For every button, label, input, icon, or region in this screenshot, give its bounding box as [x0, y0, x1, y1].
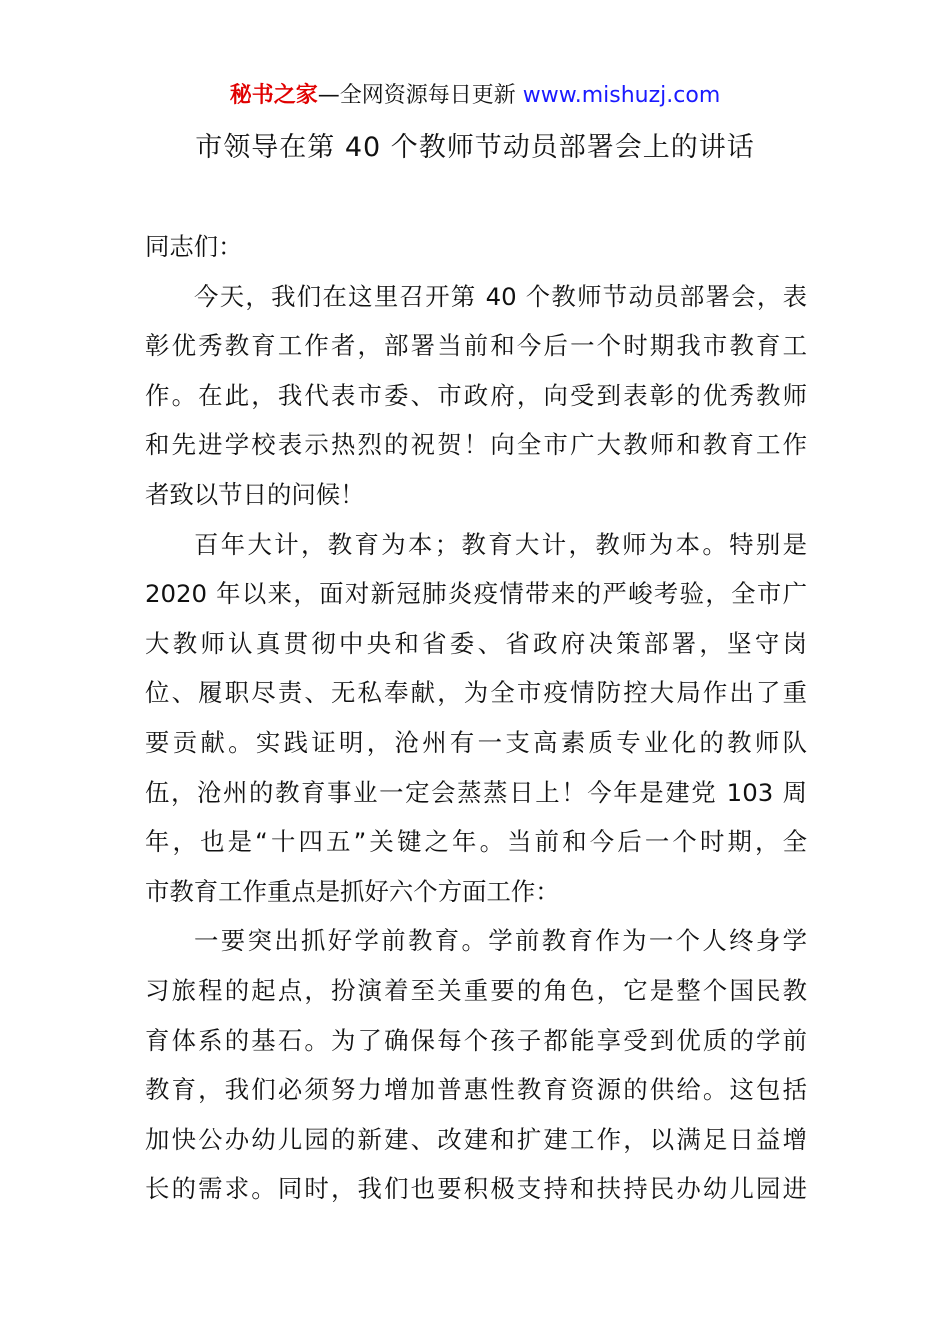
body-line: 大教师认真贯彻中央和省委、省政府决策部署，坚守岗 [145, 628, 807, 658]
body-line: 加快公办幼儿园的新建、改建和扩建工作，以满足日益增 [145, 1124, 807, 1154]
body-line: 长的需求。同时，我们也要积极支持和扶持民办幼儿园进 [145, 1174, 807, 1204]
body-line: 一要突出抓好学前教育。学前教育作为一个人终身学 [194, 926, 807, 956]
body-line: 百年大计，教育为本；教育大计，教师为本。特别是 [194, 529, 807, 559]
body-line: 习旅程的起点，扮演着至关重要的角色，它是整个国民教 [145, 975, 807, 1005]
body-line: 作。在此，我代表市委、市政府，向受到表彰的优秀教师 [145, 380, 807, 410]
body-line: 今天，我们在这里召开第 40 个教师节动员部署会，表 [194, 281, 807, 311]
body-line: 市教育工作重点是抓好六个方面工作： [145, 876, 560, 906]
document-body [145, 222, 807, 1214]
body-line: 年，也是“十四五”关键之年。当前和今后一个时期，全 [145, 827, 807, 857]
header-tagline: —全网资源每日更新 [317, 83, 523, 108]
body-line: 2020 年以来，面对新冠肺炎疫情带来的严峻考验，全市广 [145, 579, 807, 609]
body-line: 伍，沧州的教育事业一定会蒸蒸日上！今年是建党 103 周 [145, 777, 807, 807]
body-line: 彰优秀教育工作者，部署当前和今后一个时期我市教育工 [145, 331, 807, 361]
body-line: 和先进学校表示热烈的祝贺！向全市广大教师和教育工作 [145, 430, 807, 460]
body-line: 要贡献。实践证明，沧州有一支高素质专业化的教师队 [145, 727, 807, 757]
body-line: 者致以节日的问候！ [145, 479, 365, 509]
body-line: 位、履职尽责、无私奉献，为全市疫情防控大局作出了重 [145, 678, 807, 708]
salutation: 同志们： [145, 232, 243, 261]
site-url-link[interactable]: www.mishuzj.com [522, 83, 721, 108]
body-line: 教育，我们必须努力增加普惠性教育资源的供给。这包括 [145, 1075, 807, 1105]
body-line: 育体系的基石。为了确保每个孩子都能享受到优质的学前 [145, 1025, 807, 1055]
brand-name: 秘书之家 [229, 83, 318, 108]
document-title: 市领导在第 40 个教师节动员部署会上的讲话 [195, 132, 755, 163]
site-header [0, 80, 950, 112]
